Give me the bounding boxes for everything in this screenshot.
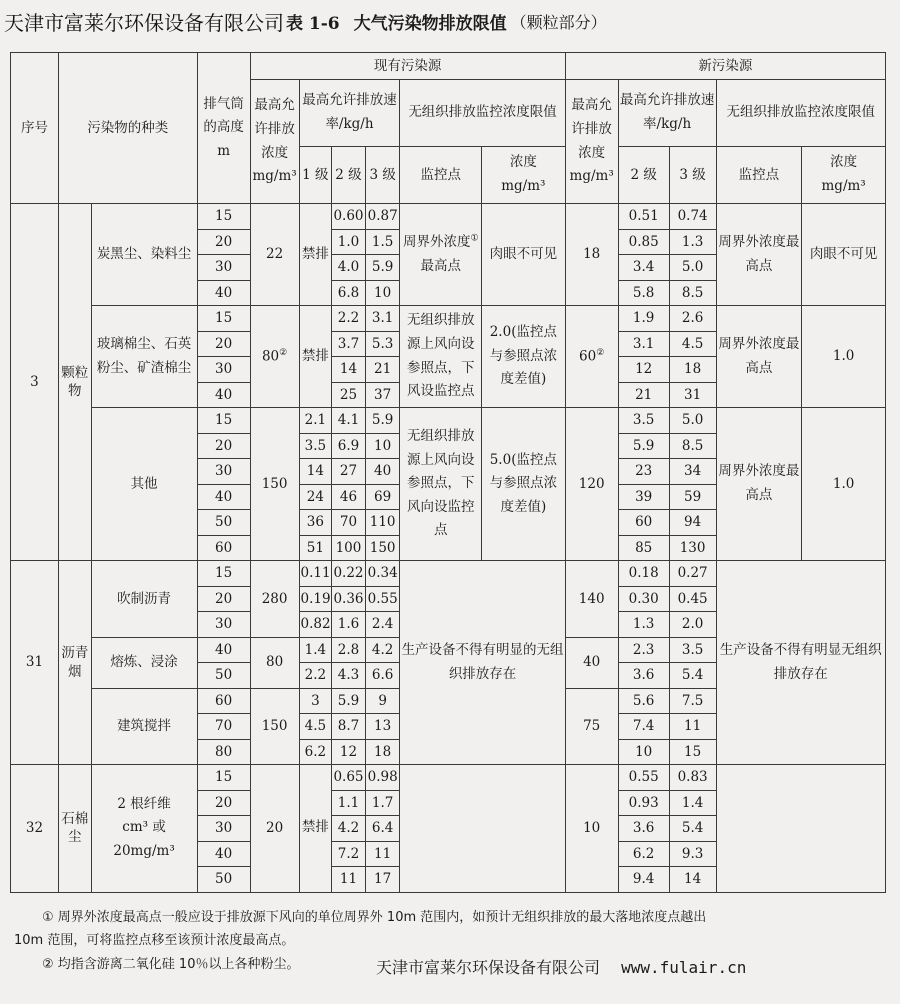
col-seq: 序号 bbox=[11, 53, 59, 204]
new-grade2-cell: 85 bbox=[618, 535, 669, 561]
new-grade3-cell: 14 bbox=[669, 867, 716, 893]
height-cell: 30 bbox=[197, 255, 250, 281]
height-cell: 20 bbox=[197, 586, 250, 612]
grade1-cell: 2.1 bbox=[299, 408, 332, 434]
grade1-cell: 3 bbox=[299, 688, 332, 714]
new-conc-cell: 10 bbox=[565, 765, 618, 893]
seq-cell: 32 bbox=[11, 765, 59, 893]
limit-cell: 2.0(监控点与参照点浓度差值) bbox=[482, 306, 566, 408]
grade3-cell: 0.55 bbox=[365, 586, 400, 612]
fugitive-note-cell: 生产设备不得有明显的无组织排放存在 bbox=[400, 561, 565, 765]
grade3-cell: 2.4 bbox=[365, 612, 400, 638]
grade1-cell: 51 bbox=[299, 535, 332, 561]
pollutant-name: 其他 bbox=[91, 408, 197, 561]
table-row bbox=[11, 408, 886, 434]
new-grade3-cell: 5.0 bbox=[669, 408, 716, 434]
new-grade2-cell: 39 bbox=[618, 484, 669, 510]
title-bar bbox=[0, 0, 900, 42]
height-cell: 30 bbox=[197, 459, 250, 485]
grade1-cell: 禁排 bbox=[299, 306, 332, 408]
grade2-cell: 2.8 bbox=[332, 637, 366, 663]
grade3-cell: 69 bbox=[365, 484, 400, 510]
new-conc-cell: 75 bbox=[565, 688, 618, 765]
new-grade2-cell: 0.30 bbox=[618, 586, 669, 612]
grade1-cell: 1.4 bbox=[299, 637, 332, 663]
height-cell: 40 bbox=[197, 382, 250, 408]
grade2-cell: 1.1 bbox=[332, 790, 366, 816]
max-conc-cell: 150 bbox=[250, 408, 299, 561]
height-cell: 20 bbox=[197, 790, 250, 816]
height-cell: 15 bbox=[197, 408, 250, 434]
max-conc-cell: 80 bbox=[250, 637, 299, 688]
height-cell: 15 bbox=[197, 765, 250, 791]
pollutant-name: 玻璃棉尘、石英粉尘、矿渣棉尘 bbox=[91, 306, 197, 408]
grade1-cell: 禁排 bbox=[299, 204, 332, 306]
new-grade2-cell: 5.6 bbox=[618, 688, 669, 714]
grade2-cell: 0.36 bbox=[332, 586, 366, 612]
col-grade3: 3 级 bbox=[365, 147, 400, 204]
new-grade3-cell: 18 bbox=[669, 357, 716, 383]
height-cell: 20 bbox=[197, 433, 250, 459]
grade3-cell: 10 bbox=[365, 433, 400, 459]
grade2-cell: 14 bbox=[332, 357, 366, 383]
monitor-point-cell: 周界外浓度①最高点 bbox=[400, 204, 482, 306]
pollutant-name: 炭黑尘、染料尘 bbox=[91, 204, 197, 306]
new-fugitive-note-cell: 生产设备不得有明显无组织排放存在 bbox=[716, 561, 885, 765]
new-grade3-cell: 5.0 bbox=[669, 255, 716, 281]
height-cell: 15 bbox=[197, 306, 250, 332]
grade3-cell: 6.6 bbox=[365, 663, 400, 689]
grade2-cell: 4.1 bbox=[332, 408, 366, 434]
table-label: 表 1-6 bbox=[286, 13, 340, 34]
col-new: 新污染源 bbox=[565, 53, 885, 80]
max-conc-cell: 280 bbox=[250, 561, 299, 638]
max-conc-cell: 22 bbox=[250, 204, 299, 306]
grade2-cell: 1.6 bbox=[332, 612, 366, 638]
grade2-cell: 0.60 bbox=[332, 204, 366, 230]
grade3-cell: 21 bbox=[365, 357, 400, 383]
new-fugitive-note-cell-blank bbox=[716, 765, 885, 893]
new-limit-cell: 1.0 bbox=[802, 408, 886, 561]
table-row bbox=[11, 306, 886, 332]
new-grade2-cell: 1.3 bbox=[618, 612, 669, 638]
col-max-conc: 最高允许排放浓度 mg/m³ bbox=[250, 80, 299, 204]
fugitive-note-cell-blank bbox=[400, 765, 565, 893]
grade2-cell: 5.9 bbox=[332, 688, 366, 714]
height-cell: 30 bbox=[197, 357, 250, 383]
new-grade2-cell: 0.93 bbox=[618, 790, 669, 816]
new-grade2-cell: 3.1 bbox=[618, 331, 669, 357]
new-monitor-point-cell: 周界外浓度最高点 bbox=[716, 408, 802, 561]
grade2-cell: 6.9 bbox=[332, 433, 366, 459]
grade2-cell: 11 bbox=[332, 867, 366, 893]
header-row-1 bbox=[11, 53, 886, 80]
table-row bbox=[11, 561, 886, 587]
grade1-cell: 0.82 bbox=[299, 612, 332, 638]
height-cell: 50 bbox=[197, 663, 250, 689]
height-cell: 20 bbox=[197, 331, 250, 357]
watermark bbox=[376, 955, 746, 978]
height-cell: 70 bbox=[197, 714, 250, 740]
grade3-cell: 5.3 bbox=[365, 331, 400, 357]
new-monitor-point-cell: 周界外浓度最高点 bbox=[716, 306, 802, 408]
grade3-cell: 5.9 bbox=[365, 408, 400, 434]
limit-cell: 5.0(监控点与参照点浓度差值) bbox=[482, 408, 566, 561]
col-grade1: 1 级 bbox=[299, 147, 332, 204]
new-grade3-cell: 94 bbox=[669, 510, 716, 536]
new-grade3-cell: 130 bbox=[669, 535, 716, 561]
new-grade2-cell: 9.4 bbox=[618, 867, 669, 893]
height-cell: 40 bbox=[197, 841, 250, 867]
new-grade2-cell: 5.9 bbox=[618, 433, 669, 459]
grade1-cell: 24 bbox=[299, 484, 332, 510]
new-grade2-cell: 3.6 bbox=[618, 816, 669, 842]
company-name: 天津市富莱尔环保设备有限公司 bbox=[4, 10, 284, 35]
new-grade3-cell: 9.3 bbox=[669, 841, 716, 867]
height-cell: 60 bbox=[197, 535, 250, 561]
table-row bbox=[11, 765, 886, 791]
grade1-cell: 6.2 bbox=[299, 739, 332, 765]
grade3-cell: 13 bbox=[365, 714, 400, 740]
col-grade2: 2 级 bbox=[332, 147, 366, 204]
new-grade3-cell: 31 bbox=[669, 382, 716, 408]
col-existing: 现有污染源 bbox=[250, 53, 565, 80]
new-grade3-cell: 11 bbox=[669, 714, 716, 740]
footnote-2: ② 均指含游离二氧化硅 10％以上各种粉尘。 bbox=[42, 956, 300, 972]
new-grade3-cell: 5.4 bbox=[669, 663, 716, 689]
new-grade2-cell: 1.9 bbox=[618, 306, 669, 332]
pollutant-name: 建筑搅拌 bbox=[91, 688, 197, 765]
height-cell: 40 bbox=[197, 484, 250, 510]
height-cell: 30 bbox=[197, 816, 250, 842]
col-max-rate: 最高允许排放速率/kg/h bbox=[299, 80, 400, 147]
group-name: 沥青烟 bbox=[58, 561, 91, 765]
seq-cell: 3 bbox=[11, 204, 59, 561]
col-new-conc: 浓度 mg/m³ bbox=[802, 147, 886, 204]
new-conc-cell: 120 bbox=[565, 408, 618, 561]
new-grade3-cell: 59 bbox=[669, 484, 716, 510]
new-grade3-cell: 2.6 bbox=[669, 306, 716, 332]
height-cell: 15 bbox=[197, 561, 250, 587]
new-grade3-cell: 5.4 bbox=[669, 816, 716, 842]
table-title: 大气污染物排放限值 bbox=[353, 13, 507, 34]
grade2-cell: 1.0 bbox=[332, 229, 366, 255]
grade2-cell: 4.2 bbox=[332, 816, 366, 842]
col-new-max-conc: 最高允许排放浓度 mg/m³ bbox=[565, 80, 618, 204]
emission-limits-table bbox=[10, 52, 886, 893]
group-name: 颗粒物 bbox=[58, 204, 91, 561]
new-conc-cell: 140 bbox=[565, 561, 618, 638]
col-new-monitor-point: 监控点 bbox=[716, 147, 802, 204]
grade3-cell: 1.5 bbox=[365, 229, 400, 255]
new-grade3-cell: 34 bbox=[669, 459, 716, 485]
max-conc-cell: 150 bbox=[250, 688, 299, 765]
new-conc-cell: 40 bbox=[565, 637, 618, 688]
grade2-cell: 100 bbox=[332, 535, 366, 561]
grade3-cell: 3.1 bbox=[365, 306, 400, 332]
new-grade2-cell: 3.4 bbox=[618, 255, 669, 281]
new-grade2-cell: 60 bbox=[618, 510, 669, 536]
grade3-cell: 1.7 bbox=[365, 790, 400, 816]
table-subtitle: （颗粒部分） bbox=[510, 12, 607, 32]
grade3-cell: 4.2 bbox=[365, 637, 400, 663]
new-grade2-cell: 21 bbox=[618, 382, 669, 408]
grade1-cell: 36 bbox=[299, 510, 332, 536]
height-cell: 15 bbox=[197, 204, 250, 230]
grade2-cell: 8.7 bbox=[332, 714, 366, 740]
height-cell: 80 bbox=[197, 739, 250, 765]
monitor-point-cell: 无组织排放源上风向设参照点，下风设监控点 bbox=[400, 306, 482, 408]
footnote-1-cont: 10m 范围，可将监控点移至该预计浓度最高点。 bbox=[14, 933, 295, 949]
grade3-cell: 6.4 bbox=[365, 816, 400, 842]
col-fugitive: 无组织排放监控浓度限值 bbox=[400, 80, 565, 147]
seq-cell: 31 bbox=[11, 561, 59, 765]
grade3-cell: 37 bbox=[365, 382, 400, 408]
new-grade3-cell: 0.27 bbox=[669, 561, 716, 587]
max-conc-cell: 80② bbox=[250, 306, 299, 408]
new-grade3-cell: 2.0 bbox=[669, 612, 716, 638]
new-grade3-cell: 8.5 bbox=[669, 280, 716, 306]
new-conc-cell: 18 bbox=[565, 204, 618, 306]
new-grade3-cell: 1.4 bbox=[669, 790, 716, 816]
grade1-cell: 14 bbox=[299, 459, 332, 485]
pollutant-name: 吹制沥青 bbox=[91, 561, 197, 638]
grade2-cell: 6.8 bbox=[332, 280, 366, 306]
grade2-cell: 4.0 bbox=[332, 255, 366, 281]
grade3-cell: 0.34 bbox=[365, 561, 400, 587]
height-cell: 50 bbox=[197, 510, 250, 536]
new-grade3-cell: 3.5 bbox=[669, 637, 716, 663]
grade3-cell: 0.98 bbox=[365, 765, 400, 791]
grade2-cell: 0.65 bbox=[332, 765, 366, 791]
grade3-cell: 10 bbox=[365, 280, 400, 306]
col-stack-height: 排气筒的高度m bbox=[197, 53, 250, 204]
col-pollutant: 污染物的种类 bbox=[58, 53, 197, 204]
grade1-cell: 0.19 bbox=[299, 586, 332, 612]
height-cell: 50 bbox=[197, 867, 250, 893]
col-new-max-rate: 最高允许排放速率/kg/h bbox=[618, 80, 716, 147]
monitor-point-cell: 无组织排放源上风向设参照点，下风向设监控点 bbox=[400, 408, 482, 561]
new-grade2-cell: 0.85 bbox=[618, 229, 669, 255]
grade3-cell: 5.9 bbox=[365, 255, 400, 281]
grade2-cell: 0.22 bbox=[332, 561, 366, 587]
new-limit-cell: 肉眼不可见 bbox=[802, 204, 886, 306]
col-new-fugitive: 无组织排放监控浓度限值 bbox=[716, 80, 885, 147]
height-cell: 60 bbox=[197, 688, 250, 714]
new-conc-cell: 60② bbox=[565, 306, 618, 408]
pollutant-name: 熔炼、浸涂 bbox=[91, 637, 197, 688]
grade3-cell: 0.87 bbox=[365, 204, 400, 230]
grade1-cell: 2.2 bbox=[299, 663, 332, 689]
grade2-cell: 27 bbox=[332, 459, 366, 485]
height-cell: 40 bbox=[197, 637, 250, 663]
grade2-cell: 70 bbox=[332, 510, 366, 536]
table-row bbox=[11, 204, 886, 230]
col-conc: 浓度 mg/m³ bbox=[482, 147, 566, 204]
max-conc-cell: 20 bbox=[250, 765, 299, 893]
group-name: 石棉尘 bbox=[58, 765, 91, 893]
col-new-grade2: 2 级 bbox=[618, 147, 669, 204]
grade3-cell: 11 bbox=[365, 841, 400, 867]
new-grade3-cell: 0.45 bbox=[669, 586, 716, 612]
grade2-cell: 25 bbox=[332, 382, 366, 408]
new-grade2-cell: 0.51 bbox=[618, 204, 669, 230]
grade1-cell: 4.5 bbox=[299, 714, 332, 740]
grade2-cell: 7.2 bbox=[332, 841, 366, 867]
new-grade2-cell: 0.55 bbox=[618, 765, 669, 791]
new-grade3-cell: 0.83 bbox=[669, 765, 716, 791]
new-grade2-cell: 7.4 bbox=[618, 714, 669, 740]
grade3-cell: 9 bbox=[365, 688, 400, 714]
grade1-cell: 3.5 bbox=[299, 433, 332, 459]
limit-cell: 肉眼不可见 bbox=[482, 204, 566, 306]
new-grade2-cell: 2.3 bbox=[618, 637, 669, 663]
col-monitor-point: 监控点 bbox=[400, 147, 482, 204]
new-grade3-cell: 7.5 bbox=[669, 688, 716, 714]
grade2-cell: 12 bbox=[332, 739, 366, 765]
height-cell: 20 bbox=[197, 229, 250, 255]
grade3-cell: 110 bbox=[365, 510, 400, 536]
new-grade2-cell: 6.2 bbox=[618, 841, 669, 867]
grade3-cell: 40 bbox=[365, 459, 400, 485]
grade2-cell: 2.2 bbox=[332, 306, 366, 332]
new-grade2-cell: 5.8 bbox=[618, 280, 669, 306]
height-cell: 40 bbox=[197, 280, 250, 306]
new-grade2-cell: 23 bbox=[618, 459, 669, 485]
grade2-cell: 4.3 bbox=[332, 663, 366, 689]
grade1-cell: 禁排 bbox=[299, 765, 332, 893]
grade3-cell: 18 bbox=[365, 739, 400, 765]
watermark-company: 天津市富莱尔环保设备有限公司 bbox=[376, 958, 601, 977]
new-grade2-cell: 3.5 bbox=[618, 408, 669, 434]
footnote-1: ① 周界外浓度最高点一般应设于排放源下风向的单位周界外 10m 范围内，如预计无组织排放的最大落地浓度点越出 bbox=[42, 910, 707, 925]
pollutant-name: 2 根纤维 cm³ 或 20mg/m³ bbox=[91, 765, 197, 893]
watermark-url: www.fulair.cn bbox=[621, 958, 747, 977]
new-grade3-cell: 1.3 bbox=[669, 229, 716, 255]
grade3-cell: 150 bbox=[365, 535, 400, 561]
new-monitor-point-cell: 周界外浓度最高点 bbox=[716, 204, 802, 306]
col-new-grade3: 3 级 bbox=[669, 147, 716, 204]
new-grade2-cell: 0.18 bbox=[618, 561, 669, 587]
height-cell: 30 bbox=[197, 612, 250, 638]
grade2-cell: 46 bbox=[332, 484, 366, 510]
grade2-cell: 3.7 bbox=[332, 331, 366, 357]
new-grade2-cell: 3.6 bbox=[618, 663, 669, 689]
new-grade3-cell: 0.74 bbox=[669, 204, 716, 230]
new-grade3-cell: 15 bbox=[669, 739, 716, 765]
grade1-cell: 0.11 bbox=[299, 561, 332, 587]
new-grade2-cell: 10 bbox=[618, 739, 669, 765]
new-grade2-cell: 12 bbox=[618, 357, 669, 383]
new-grade3-cell: 4.5 bbox=[669, 331, 716, 357]
grade3-cell: 17 bbox=[365, 867, 400, 893]
new-grade3-cell: 8.5 bbox=[669, 433, 716, 459]
new-limit-cell: 1.0 bbox=[802, 306, 886, 408]
